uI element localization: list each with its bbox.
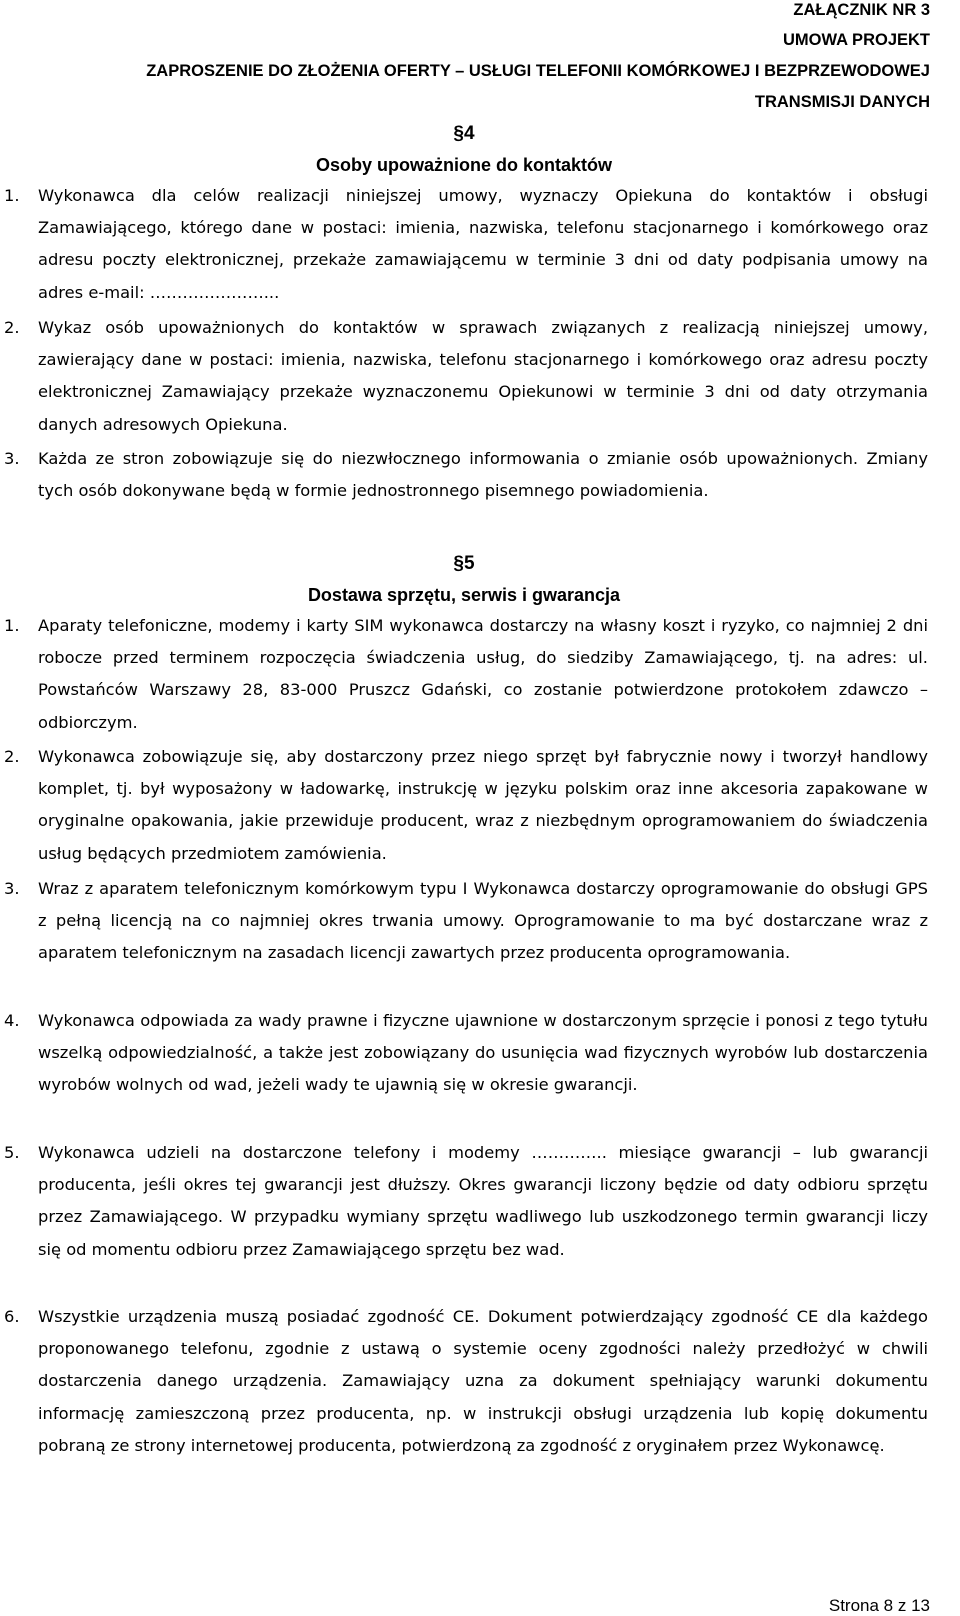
list-item xyxy=(4,741,928,870)
item-text: Aparaty telefoniczne, modemy i karty SIM wykonawca dostarczy na własny koszt i ryzyko, co najmniej 2 dni robocze przed terminem rozpoczęcia świadczenia usług, do siedziby Zamawiającego, tj. na adres: ul. Powstańców Warszawy 28, 83-000 Pruszcz Gdański, co zostanie potwierdzone protokołem zdawczo – odbiorczym. xyxy=(38,616,928,732)
item-text: Wykonawca udzieli na dostarczone telefony i modemy ………….. miesiące gwarancji – lub gwarancji producenta, jeśli okres tej gwarancji jest dłuższy. Okres gwarancji liczony będzie od daty odbioru sprzętu przez Zamawiającego. W przypadku wymiany sprzętu wadliwego lub uszkodzonego termin gwarancji liczy się od momentu odbioru przez Zamawiającego sprzętu bez wad. xyxy=(38,1143,928,1259)
item-text: Wszystkie urządzenia muszą posiadać zgodność CE. Dokument potwierdzający zgodność CE dla każdego proponowanego telefonu, zgodnie z ustawą o systemie oceny zgodności należy przedłożyć w chwili dostarczenia danego urządzenia. Zamawiający uzna za dokument spełniający warunki dokumentu informację zamieszczoną przez producenta, np. w instrukcji obsługi urządzenia lub kopię dokumentu pobraną ze strony internetowej producenta, potwierdzoną za zgodność z oryginałem przez Wykonawcę. xyxy=(38,1307,928,1455)
item-number: 2. xyxy=(4,318,20,337)
item-text: Wykonawca zobowiązuje się, aby dostarczony przez niego sprzęt był fabrycznie nowy i tworzył handlowy komplet, tj. był wyposażony w ładowarkę, instrukcję w języku polskim oraz inne akcesoria zapakowane w oryginalne opakowania, jakie przewiduje producent, wraz z niezbędnym oprogramowaniem do świadczenia usług będących przedmiotem zamówienia. xyxy=(38,747,928,863)
section-4-number: §4 xyxy=(453,123,475,144)
item-number: 1. xyxy=(4,186,20,205)
section-5-number: §5 xyxy=(453,553,475,574)
item-text: Wraz z aparatem telefonicznym komórkowym typu I Wykonawca dostarczy oprogramowanie do obsługi GPS z pełną licencją na co najmniej okres trwania umowy. Oprogramowanie to ma być dostarczane wraz z aparatem telefonicznym na zasadach licencji zawartych przez producenta oprogramowania. xyxy=(38,879,928,963)
invitation-title: ZAPROSZENIE DO ZŁOŻENIA OFERTY – USŁUGI TELEFONII KOMÓRKOWEJ I BEZPRZEWODOWEJ xyxy=(146,62,930,80)
list-item xyxy=(4,443,928,507)
item-text: Każda ze stron zobowiązuje się do niezwłocznego informowania o zmianie osób upoważnionych. Zmiany tych osób dokonywane będą w formie jednostronnego pisemnego powiadomienia. xyxy=(38,449,928,501)
item-number: 1. xyxy=(4,616,20,635)
item-number: 3. xyxy=(4,449,20,468)
list-item xyxy=(4,312,928,441)
item-number: 2. xyxy=(4,747,20,766)
contract-label: UMOWA PROJEKT xyxy=(783,31,930,49)
item-text: Wykonawca odpowiada za wady prawne i fizyczne ujawnione w dostarczonym sprzęcie i ponosi z tego tytułu wszelką odpowiedzialność, a także jest zobowiązany do usunięcia wad fizycznych wyrobów lub dostarczenia wyrobów wolnych od wad, jeżeli wady te ujawnią się w okresie gwarancji. xyxy=(38,1011,928,1095)
list-item xyxy=(4,1137,928,1266)
list-item xyxy=(4,610,928,739)
item-number: 6. xyxy=(4,1307,20,1326)
item-text: Wykaz osób upoważnionych do kontaktów w sprawach związanych z realizacją niniejszej umowy, zawierający dane w postaci: imienia, nazwiska, telefonu stacjonarnego i komórkowego oraz adresu poczty elektronicznej Zamawiający przekaże wyznaczonemu Opiekunowi w terminie 3 dni od daty otrzymania danych adresowych Opiekuna. xyxy=(38,318,928,434)
item-number: 3. xyxy=(4,879,20,898)
section-4-title: Osoby upoważnione do kontaktów xyxy=(315,155,612,175)
invitation-title-cont: TRANSMISJI DANYCH xyxy=(754,93,930,111)
list-item xyxy=(4,1301,928,1462)
list-item xyxy=(4,180,928,309)
item-text: Wykonawca dla celów realizacji niniejszej umowy, wyznaczy Opiekuna do kontaktów i obsługi Zamawiającego, którego dane w postaci: imienia, nazwiska, telefonu stacjonarnego i komórkowego oraz adresu poczty elektronicznej, przekaże zamawiającemu w terminie 3 dni od daty podpisania umowy na adres e-mail: …………………... xyxy=(38,186,928,302)
item-number: 4. xyxy=(4,1011,20,1030)
item-number: 5. xyxy=(4,1143,20,1162)
page-number: Strona 8 z 13 xyxy=(828,1596,930,1615)
list-item xyxy=(4,873,928,970)
section-5-title: Dostawa sprzętu, serwis i gwarancja xyxy=(307,585,621,605)
attachment-label: ZAŁĄCZNIK NR 3 xyxy=(793,1,930,19)
list-item xyxy=(4,1005,928,1102)
